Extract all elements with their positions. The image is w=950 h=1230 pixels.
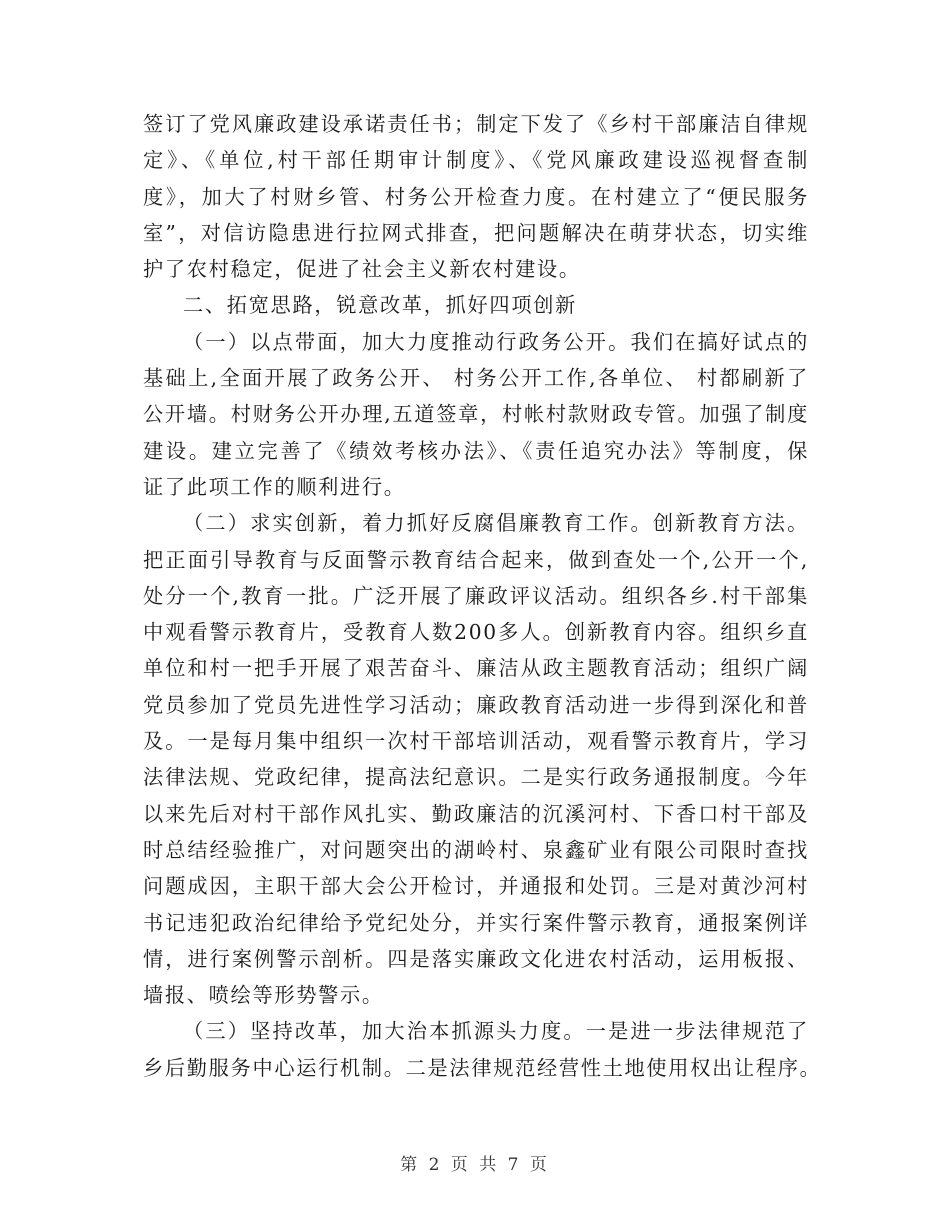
text-line: 党员参加了党员先进性学习活动；廉政教育活动进一步得到深化和普 [143,692,809,717]
text-line: 中观看警示教育片，受教育人数200多人。创新教育内容。组织乡直 [143,620,809,645]
text-line: 把正面引导教育与反面警示教育结合起来，做到查处一个,公开一个, [143,547,809,572]
text-line: 签订了党风廉政建设承诺责任书；制定下发了《乡村干部廉洁自律规 [143,112,809,136]
text-line: 情，进行案例警示剖析。四是落实廉政文化进农村活动，运用板报、 [143,946,809,971]
text-line: 处分一个,教育一批。广泛开展了廉政评议活动。组织各乡.村干部集 [143,583,809,608]
text-line: 护了农村稳定，促进了社会主义新农村建设。 [143,257,581,282]
text-line: 单位和村一把手开展了艰苦奋斗、廉洁从政主题教育活动；组织广阔 [143,656,809,681]
text-line: 室”，对信访隐患进行拉网式排查，把问题解决在萌芽状态，切实维 [143,220,809,245]
text-line: 公开墙。村财务公开办理,五道签章，村帐村款财政专管。加强了制度 [143,402,809,427]
text-line: 定》、《单位,村干部任期审计制度》、《党风廉政建设巡视督查制 [143,148,809,173]
text-line: 问题成因，主职干部大会公开检讨，并通报和处罚。三是对黄沙河村 [143,874,809,899]
text-line: 乡后勤服务中心运行机制。二是法律规范经营性土地使用权出让程序。 [143,1055,822,1080]
text-line: 度》，加大了村财乡管、村务公开检查力度。在村建立了“便民服务 [143,184,809,209]
document-body [143,106,822,1086]
text-line: （一）以点带面，加大力度推动行政务公开。我们在搞好试点的 [183,329,809,354]
text-line: 二、拓宽思路，锐意改革，抓好四项创新 [183,293,577,318]
text-line: 及。一是每月集中组织一次村干部培训活动，观看警示教育片，学习 [143,729,809,754]
text-line: 以来先后对村干部作风扎实、勤政廉洁的沉溪河村、下香口村干部及 [143,801,809,826]
text-line: 墙报、喷绘等形势警示。 [143,983,384,1008]
text-line: （三）坚持改革，加大治本抓源头力度。一是进一步法律规范了 [183,1019,809,1044]
text-line: 书记违犯政治纪律给予党纪处分，并实行案件警示教育，通报案例详 [143,910,809,935]
text-line: （二）求实创新，着力抓好反腐倡廉教育工作。创新教育方法。 [183,511,809,536]
text-line: 建设。建立完善了《绩效考核办法》、《责任追究办法》等制度，保 [143,438,809,463]
text-line: 时总结经验推广，对问题突出的湖岭村、泉鑫矿业有限公司限时查找 [143,837,809,862]
text-line: 证了此项工作的顺利进行。 [143,474,406,499]
page-number-footer: 第 2 页 共 7 页 [400,1155,550,1175]
text-line: 基础上,全面开展了政务公开、 村务公开工作,各单位、 村都刷新了 [143,366,809,391]
text-line: 法律法规、党政纪律，提高法纪意识。二是实行政务通报制度。今年 [143,765,809,790]
